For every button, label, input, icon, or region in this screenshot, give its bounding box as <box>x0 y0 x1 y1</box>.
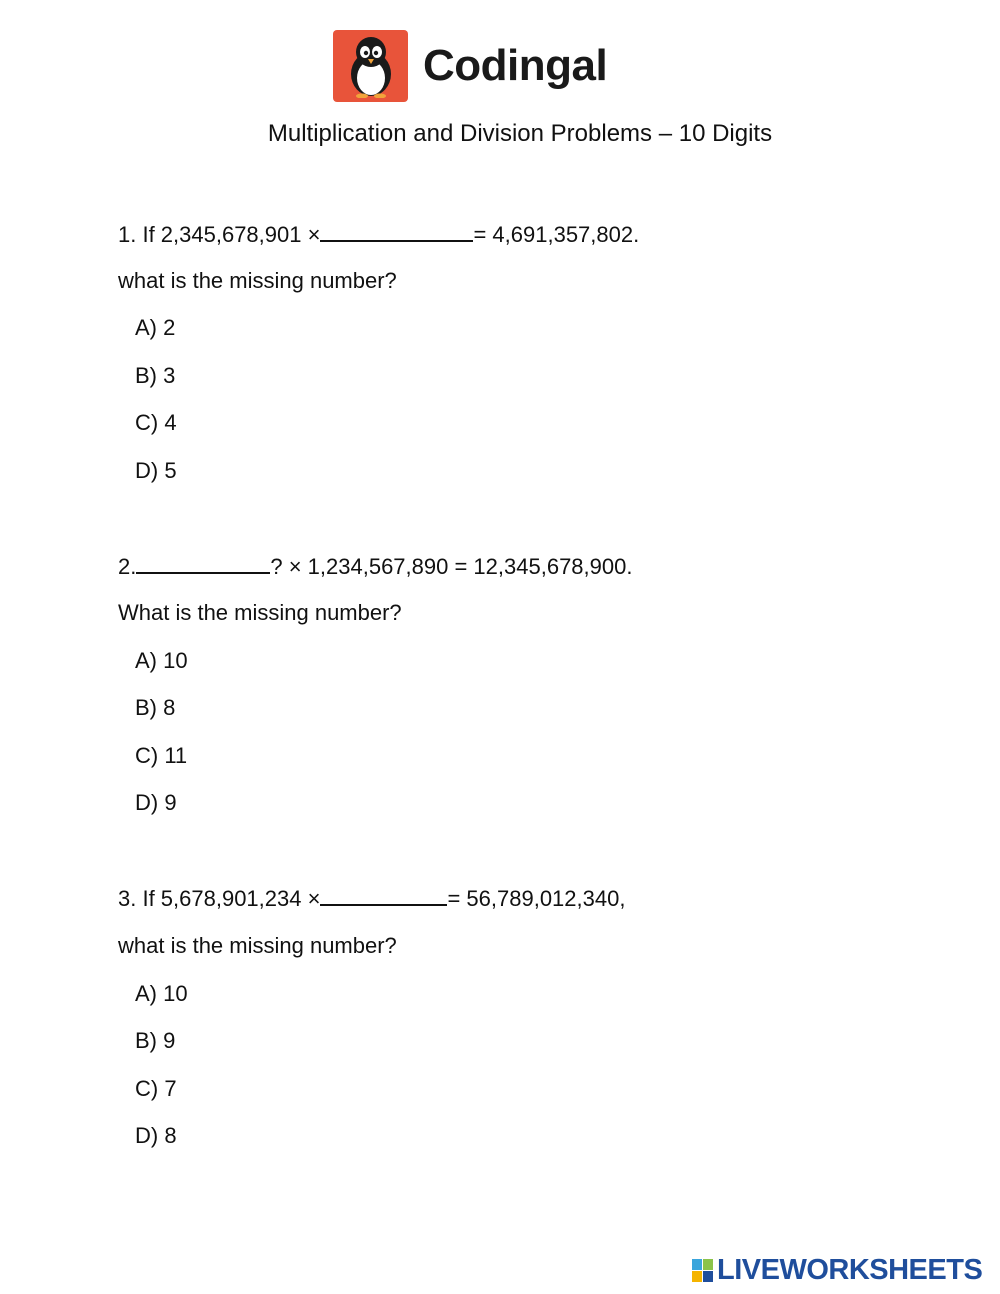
question-1-prefix: 1. If 2,345,678,901 × <box>118 222 321 247</box>
brand-name: Codingal <box>423 41 608 90</box>
liveworksheets-text: LIVEWORKSHEETS <box>717 1254 983 1286</box>
question-3-option-a[interactable]: A) 10 <box>135 981 188 1006</box>
question-3-option-d[interactable]: D) 8 <box>135 1123 177 1148</box>
question-1-option-a[interactable]: A) 2 <box>135 315 176 340</box>
question-3-suffix: = 56,789,012,340, <box>447 886 626 911</box>
question-2-option-d[interactable]: D) 9 <box>135 790 177 815</box>
question-1-option-b[interactable]: B) 3 <box>135 363 176 388</box>
question-2-blank[interactable] <box>136 552 270 574</box>
penguin-icon <box>333 30 408 102</box>
question-2-equation <box>118 552 632 581</box>
question-2-prefix: 2. <box>118 554 137 579</box>
question-1-prompt: what is the missing number? <box>118 268 397 293</box>
question-2-suffix: ? × 1,234,567,890 = 12,345,678,900. <box>270 554 633 579</box>
question-2-option-c[interactable]: C) 11 <box>135 743 188 768</box>
question-3-option-b[interactable]: B) 9 <box>135 1028 176 1053</box>
question-3-option-c[interactable]: C) 7 <box>135 1076 177 1101</box>
question-1-blank[interactable] <box>320 220 473 242</box>
page-title: Multiplication and Division Problems – 10 Digits <box>267 120 773 147</box>
question-2-prompt: What is the missing number? <box>118 600 402 625</box>
question-3-equation <box>118 884 625 913</box>
liveworksheets-watermark <box>692 1254 982 1287</box>
question-1-suffix: = 4,691,357,802. <box>473 222 640 247</box>
question-1-equation <box>118 220 639 249</box>
question-3-blank[interactable] <box>320 884 447 906</box>
question-3-prompt: what is the missing number? <box>118 933 397 958</box>
question-1-option-d[interactable]: D) 5 <box>135 458 177 483</box>
question-3-prefix: 3. If 5,678,901,234 × <box>118 886 321 911</box>
question-2-option-a[interactable]: A) 10 <box>135 648 188 673</box>
liveworksheets-logo-icon <box>692 1259 714 1283</box>
codingal-logo <box>333 30 607 102</box>
question-1-option-c[interactable]: C) 4 <box>135 410 177 435</box>
question-2-option-b[interactable]: B) 8 <box>135 695 176 720</box>
